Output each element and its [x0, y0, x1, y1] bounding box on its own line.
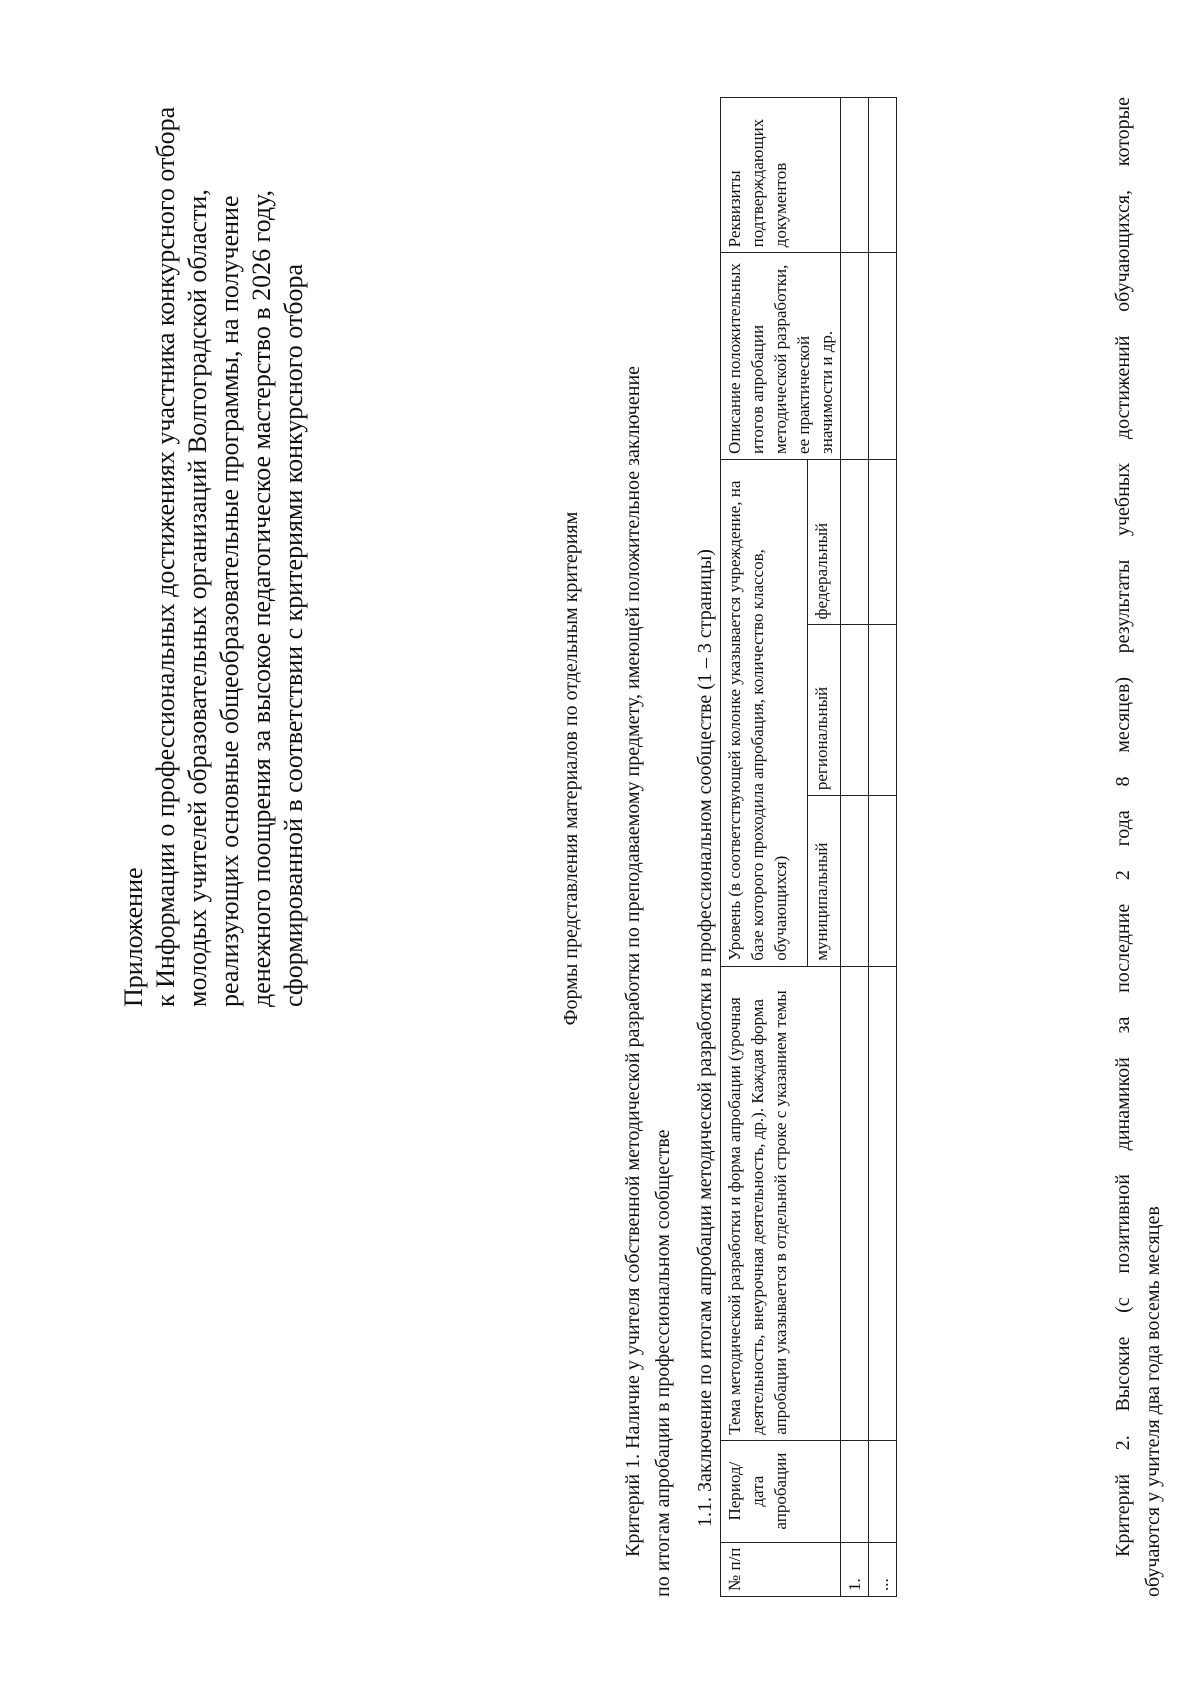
approbation-table [720, 97, 897, 1597]
header-description: Описание положительных итогов апробации методической разработки, ее практической значимости и др. [721, 253, 841, 460]
table-header-row [721, 98, 808, 1597]
header-period: Период/ дата апробации [721, 1440, 841, 1542]
table-cell [869, 1440, 897, 1542]
table-cell [869, 796, 897, 967]
header-municipal: муниципальный [808, 796, 841, 967]
criterion-2-line1: Критерий 2. Высокие (с позитивной динамикой за последние 2 года 8 месяцев) результаты учебных достижений обучающихся, которые [1112, 97, 1134, 1557]
criterion-1-line1: Критерий 1. Наличие у учителя собственной методической разработки по преподаваемому предмету, имеющей положительное заключение [622, 365, 644, 1557]
header-regional: региональный [808, 625, 841, 796]
header-theme: Тема методической разработки и форма апробации (урочная деятельность, внеурочная деятельность, др.). Каждая форма апробации указывается в отдельной строке с указанием темы [721, 966, 841, 1440]
appendix-heading [118, 106, 310, 1007]
table-row [869, 98, 897, 1597]
row-num: ... [869, 1542, 897, 1596]
criterion-1 [618, 97, 678, 1597]
header-requisites: Реквизиты подтверждающих документов [721, 98, 841, 253]
appendix-line: молодых учителей образовательных организаций Волгоградской области, [183, 189, 212, 1007]
table-cell [841, 796, 869, 967]
appendix-line: сформированной в соответствии с критериями конкурсного отбора [279, 263, 308, 1007]
table-cell [869, 253, 897, 460]
table-cell [841, 98, 869, 253]
appendix-title: Приложение [119, 867, 148, 1007]
row-num: 1. [841, 1542, 869, 1596]
criterion-2 [1108, 97, 1168, 1597]
appendix-line: денежного поощрения за высокое педагогическое мастерство в 2026 году, [247, 189, 276, 1007]
appendix-line: к Информации о профессиональных достижениях участника конкурсного отбора [151, 106, 180, 1007]
header-federal: федеральный [808, 459, 841, 625]
table-cell [869, 98, 897, 253]
table-cell [841, 253, 869, 460]
forms-title-text: Формы представления материалов по отдельным критериям [560, 511, 582, 1026]
criterion-1-line2: по итогам апробации в профессиональном сообществе [652, 1129, 674, 1597]
header-num: № п/п [721, 1542, 841, 1596]
table-cell [841, 625, 869, 796]
table-cell [869, 459, 897, 625]
table-cell [841, 459, 869, 625]
table-cell [841, 966, 869, 1440]
forms-title [560, 0, 583, 1697]
table-cell [869, 625, 897, 796]
section-1-1-title: 1.1. Заключение по итогам апробации методической разработки в профессиональном сообществе (1 – 3 страницы) [694, 549, 716, 1527]
table-cell [841, 1440, 869, 1542]
appendix-line: реализующих основные общеобразовательные программы, на получение [215, 195, 244, 1007]
criterion-2-line2: обучаются у учителя два года восемь месяцев [1142, 1206, 1164, 1597]
header-level: Уровень (в соответствующей колонке указывается учреждение, на базе которого проходила апробация, количество классов, обучающихся) [721, 459, 808, 966]
table-cell [869, 966, 897, 1440]
table-row [841, 98, 869, 1597]
